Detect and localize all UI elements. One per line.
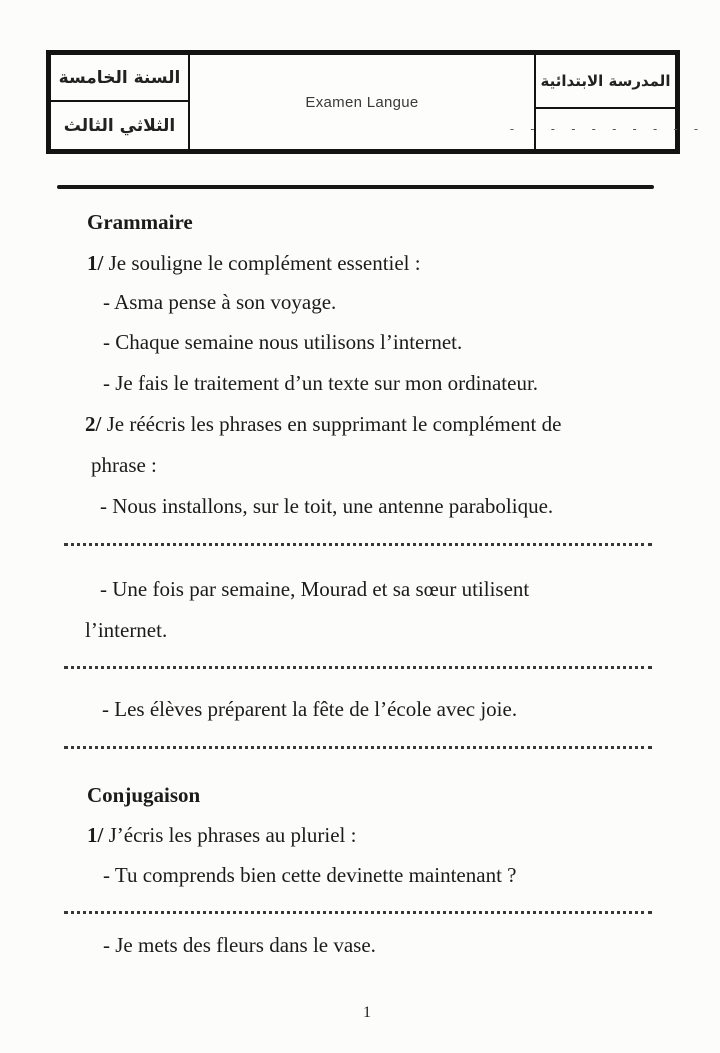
grammaire-q2-sentence-3: - Les élèves préparent la fête de l’école avec joie.	[102, 697, 518, 721]
grammaire-q1-item-2: - Chaque semaine nous utilisons l’internet.	[103, 330, 463, 354]
header-right-column	[508, 55, 703, 149]
header-left-column	[51, 55, 190, 149]
answer-line	[64, 911, 652, 914]
school-label: المدرسة الابتدائية	[536, 55, 675, 109]
grammaire-question-1	[87, 250, 421, 276]
school-name-blank: - - - - - - - - - -	[508, 121, 703, 136]
section-title-conjugaison: Conjugaison	[87, 783, 201, 807]
grammaire-q1-item-3: - Je fais le traitement d’un texte sur mon ordinateur.	[103, 371, 539, 395]
header-table	[46, 50, 703, 154]
question-text: Je réécris les phrases en supprimant le complément de	[101, 412, 562, 436]
exam-title: Examen Langue	[305, 93, 419, 111]
conjugaison-q1-item-2: - Je mets des fleurs dans le vase.	[103, 933, 376, 957]
grammaire-q2-sentence-1: - Nous installons, sur le toit, une antenne parabolique.	[100, 494, 554, 518]
question-number: 1/	[87, 251, 104, 275]
question-number: 2/	[85, 412, 102, 436]
header-center-cell	[190, 55, 534, 149]
question-number: 1/	[87, 823, 104, 847]
section-title-grammaire: Grammaire	[87, 210, 193, 234]
answer-line	[64, 666, 652, 669]
term-label: الثلاثي الثالث	[63, 115, 176, 136]
header-separator-rule	[57, 185, 654, 189]
conjugaison-q1-item-1: - Tu comprends bien cette devinette maintenant ?	[103, 863, 517, 887]
grammaire-q1-item-1: - Asma pense à son voyage.	[103, 290, 337, 314]
grammaire-question-2	[85, 411, 561, 437]
grammaire-q2-sentence-2: - Une fois par semaine, Mourad et sa sœur utilisent	[100, 577, 530, 601]
answer-line	[64, 746, 652, 749]
year-label: السنة الخامسة	[51, 55, 188, 102]
conjugaison-question-1	[87, 822, 356, 848]
grammaire-q2-sentence-2-continuation: l’internet.	[85, 618, 168, 642]
page-number: 1	[363, 1004, 371, 1021]
question-text: Je souligne le complément essentiel :	[103, 251, 421, 275]
grammaire-question-2-continuation: phrase :	[91, 453, 157, 477]
answer-line	[64, 543, 652, 546]
question-text: J’écris les phrases au pluriel :	[103, 823, 357, 847]
